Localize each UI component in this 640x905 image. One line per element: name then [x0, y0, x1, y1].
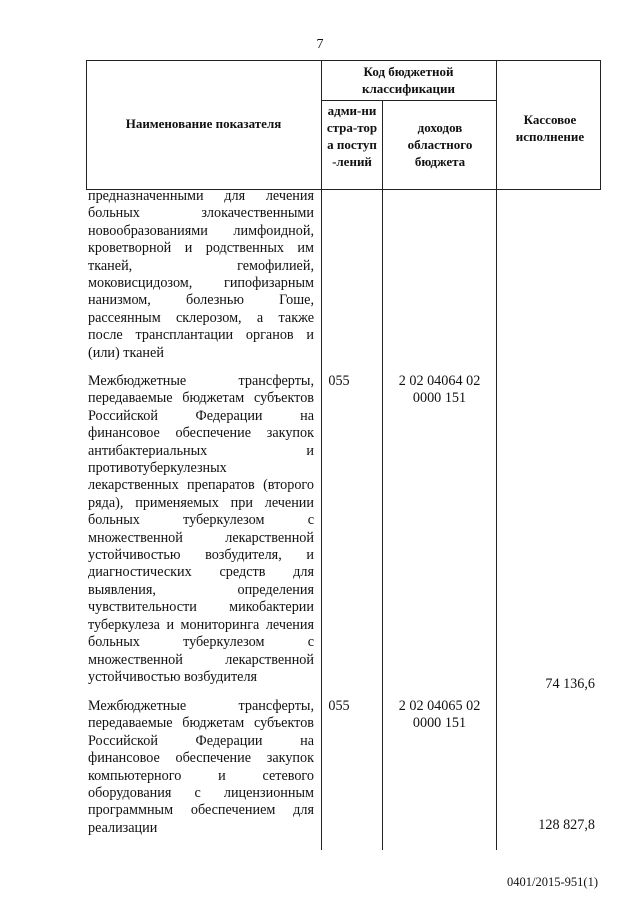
- table-top-border: [86, 60, 601, 61]
- header-cash-execution: Кассовое исполнение: [515, 112, 585, 144]
- header-administrator: адми-нистра-тора поступ-лений: [326, 103, 378, 169]
- table-row-2-administrator: 055: [328, 373, 350, 389]
- page-number: 7: [316, 37, 324, 52]
- header-regional-revenue: доходов областного бюджета: [407, 120, 473, 169]
- table-row-2-code: 2 02 04064 02 0000 151: [398, 373, 481, 407]
- table-row-2-cash-execution: 74 136,6: [545, 676, 595, 692]
- table-row-3-code: 2 02 04065 02 0000 151: [398, 698, 481, 732]
- table-row-1-description: предназначенными для лечения больных злокачественными новообразованиями лимфоидной, кроветворной и родственных им тканей, гемофилией, моковисцидозом, гипофизарным нанизмом, болезнью Гоше, рассеянным склерозом, а также после трансплантации органов и (или) тканей: [88, 188, 314, 361]
- budget-table: [86, 60, 601, 850]
- header-indicator-name: Наименование показателя: [125, 116, 282, 131]
- column-divider-2: [382, 100, 383, 850]
- header-budget-code: Код бюджетной классификации: [361, 64, 456, 96]
- table-right-border: [600, 60, 601, 190]
- table-row-3-description: Межбюджетные трансферты, передаваемые бюджетам субъектов Российской Федерации на финансовое обеспечение закупок компьютерного и сетевого оборудования с лицензионным программным обеспечением для реализации: [88, 698, 314, 836]
- column-divider-1: [321, 60, 322, 850]
- table-row-3-administrator: 055: [328, 698, 350, 714]
- column-divider-3: [496, 60, 497, 850]
- table-row-2-description: Межбюджетные трансферты, передаваемые бюджетам субъектов Российской Федерации на финансовое обеспечение закупок антибактериальных и противотуберкулезных лекарственных препаратов (второго ряда), применяемых при лечении больных туберкулезом с множественной лекарственной устойчивостью возбудителя, и диагностических средств для выявления, определения чувствительности микобактерии туберкулеза и мониторинга лечения больных туберкулезом с множественной лекарственной устойчивостью возбудителя: [88, 373, 314, 685]
- table-row-3-cash-execution: 128 827,8: [538, 817, 595, 833]
- document-code: 0401/2015-951(1): [507, 875, 598, 889]
- code-subheader-border: [321, 100, 496, 101]
